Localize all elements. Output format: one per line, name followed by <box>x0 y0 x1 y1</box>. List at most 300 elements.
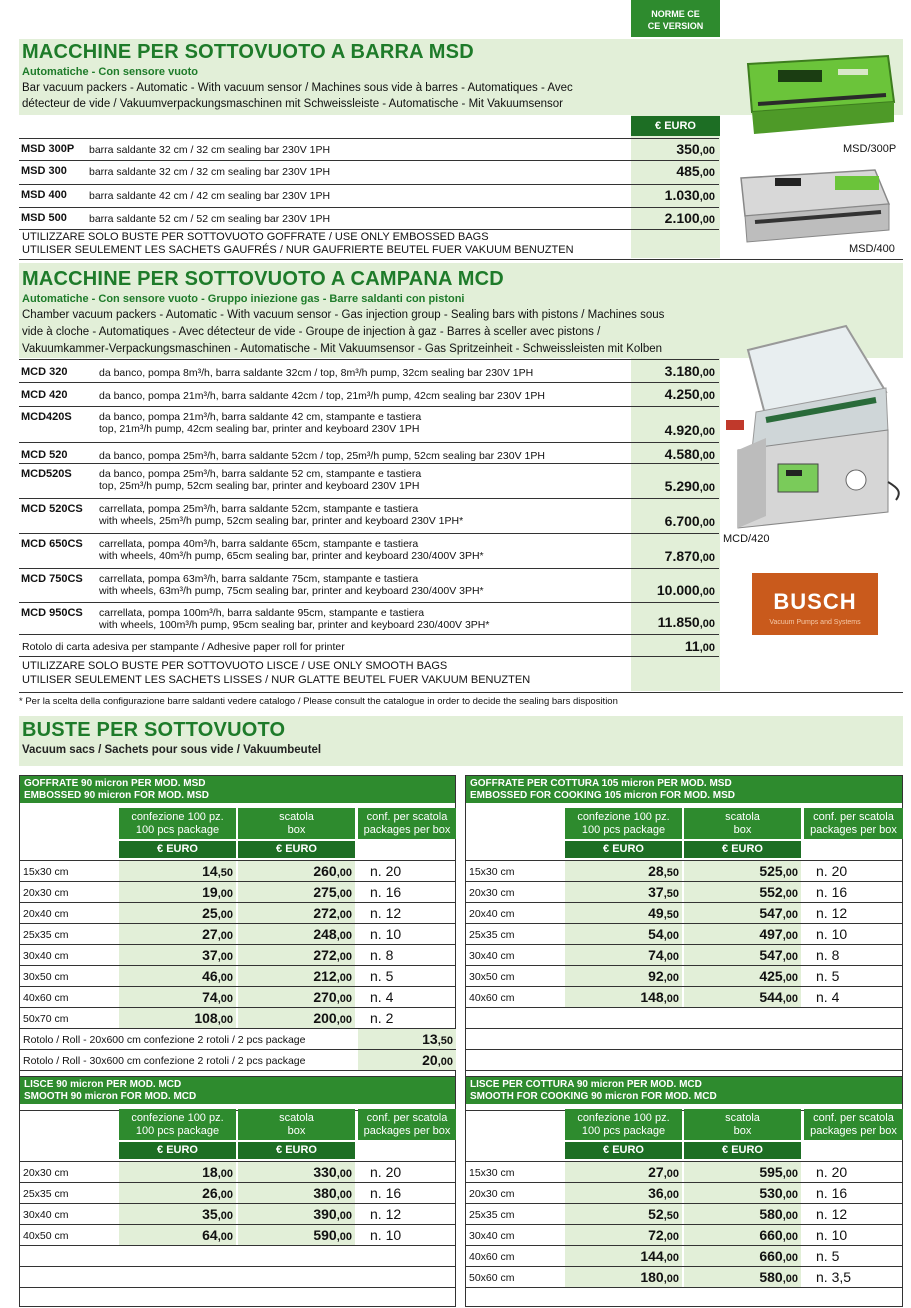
bag-price-box-cents: ,00 <box>336 1168 352 1180</box>
bag-price-package <box>565 966 682 986</box>
bag-price-box-int: 525 <box>759 863 783 879</box>
mcd-row-price-int: 10.000 <box>656 582 700 598</box>
bag-size: 20x30 cm <box>23 1167 69 1179</box>
bag-price-box-int: 580 <box>759 1206 783 1222</box>
bag-table-title-2: EMBOSSED FOR COOKING 105 micron FOR MOD. MSD <box>470 790 736 801</box>
mcd-420-image <box>726 322 904 532</box>
msd-row-price-cents: ,00 <box>699 191 715 203</box>
bag-row <box>20 1007 455 1028</box>
busch-logo-text: BUSCH <box>773 589 857 614</box>
bag-price-package-cents: ,00 <box>663 1273 679 1285</box>
buste-subtitle: Vacuum sacs / Sachets pour sous vide / Vakuumbeutel <box>22 744 322 756</box>
col-header-box-2: box <box>287 824 306 836</box>
mcd-row-price <box>665 363 715 379</box>
bag-row <box>466 1224 902 1245</box>
bag-price-box-int: 330 <box>313 1164 337 1180</box>
bag-price-box-int: 497 <box>759 926 783 942</box>
bag-packages-per-box: n. 16 <box>816 884 848 900</box>
bag-price-package <box>119 1183 236 1203</box>
mcd-row-text <box>99 607 489 631</box>
bag-price-box-int: 660 <box>759 1248 783 1264</box>
col-header-box <box>238 808 355 839</box>
mcd-row-price-int: 4.580 <box>664 446 700 462</box>
mcd-row-price-int: 6.700 <box>664 513 700 529</box>
busch-logo <box>752 573 878 635</box>
mcd-row-text <box>99 450 545 462</box>
bag-price-package <box>565 903 682 923</box>
bag-price-package-int: 54 <box>648 926 664 942</box>
col-header-per-box-1: conf. per scatola <box>813 1112 894 1124</box>
mcd-row <box>19 463 719 498</box>
msd-row-code: MSD 300 <box>21 165 67 177</box>
msd-row-price <box>665 187 715 203</box>
bag-price-package-cents: ,00 <box>663 1231 679 1243</box>
bag-price-package-cents: ,00 <box>217 1014 233 1026</box>
roll-price-int: 13 <box>422 1031 438 1047</box>
bag-price-box-cents: ,00 <box>336 951 352 963</box>
euro-header-package: € EURO <box>565 841 682 858</box>
bag-table-title-1: GOFFRATE PER COTTURA 105 micron PER MOD. MSD <box>470 778 732 789</box>
bag-price-package-int: 72 <box>648 1227 664 1243</box>
bag-price-package-int: 35 <box>202 1206 218 1222</box>
bag-price-box-cents: ,00 <box>782 930 798 942</box>
bag-packages-per-box: n. 2 <box>370 1010 394 1026</box>
bag-price-package <box>119 987 236 1007</box>
mcd-roll-row <box>19 634 719 656</box>
col-header-per-box-1: conf. per scatola <box>366 1112 448 1124</box>
empty-row <box>20 1245 455 1266</box>
bag-row <box>466 902 902 923</box>
mcd-row <box>19 406 719 442</box>
mcd-title: MACCHINE PER SOTTOVUOTO A CAMPANA MCD <box>22 268 504 290</box>
bag-row <box>20 881 455 902</box>
bag-size: 20x30 cm <box>23 887 69 899</box>
col-header-box <box>684 808 801 839</box>
norme-line2: CE VERSION <box>647 21 704 31</box>
mcd-row-code: MCD 950CS <box>21 607 83 619</box>
mcd-row-price-cents: ,00 <box>699 426 715 438</box>
roll-text: Rotolo / Roll - 30x600 cm confezione 2 rotoli / 2 pcs package <box>23 1055 306 1067</box>
bag-size: 30x40 cm <box>23 950 69 962</box>
euro-header-package: € EURO <box>119 1142 236 1159</box>
mcd-row-price <box>657 582 715 598</box>
col-header-box-1: scatola <box>279 1112 314 1124</box>
bag-size: 30x50 cm <box>469 971 515 983</box>
mcd-row-text-line1: carrellata, pompa 100m³/h, barra saldante 95cm, stampante e tastiera <box>99 607 425 619</box>
bag-price-package-int: 74 <box>202 989 218 1005</box>
bag-table <box>19 1076 456 1307</box>
bag-price-package-cents: ,00 <box>663 930 679 942</box>
mcd-row-price-int: 3.180 <box>664 363 700 379</box>
bag-row <box>466 1161 902 1182</box>
bag-price-box-cents: ,00 <box>782 867 798 879</box>
bag-price-box-int: 380 <box>313 1185 337 1201</box>
bag-price-box <box>684 1183 801 1203</box>
bag-size: 50x70 cm <box>23 1013 69 1025</box>
col-header-package-2: 100 pcs package <box>581 824 666 836</box>
bag-price-box-cents: ,00 <box>336 1014 352 1026</box>
msd-row-price <box>665 210 715 226</box>
mcd-note-1: UTILIZZARE SOLO BUSTE PER SOTTOVUOTO LISCE / USE ONLY SMOOTH BAGS <box>22 660 448 672</box>
bag-row <box>20 1182 455 1203</box>
mcd-row-price <box>665 446 715 462</box>
bag-price-package <box>119 1008 236 1028</box>
bag-price-package-cents: ,00 <box>663 993 679 1005</box>
col-header-box-1: scatola <box>725 811 760 823</box>
bag-table-title-1: LISCE 90 micron PER MOD. MCD <box>24 1079 182 1090</box>
mcd-subtitle: Automatiche - Con sensore vuoto - Gruppo iniezione gas - Barre saldanti con pistoni <box>22 293 465 305</box>
bag-price-package-cents: ,50 <box>663 867 679 879</box>
col-header-package-1: confezione 100 pz. <box>131 1112 224 1124</box>
bag-price-box <box>684 1162 801 1182</box>
msd-row-text: barra saldante 32 cm / 32 cm sealing bar 230V 1PH <box>89 166 331 178</box>
bag-price-package-cents: ,00 <box>663 1189 679 1201</box>
bag-price-box-cents: ,00 <box>782 972 798 984</box>
empty-row <box>20 1287 455 1308</box>
bag-table-title-2: SMOOTH 90 micron FOR MOD. MCD <box>24 1091 197 1102</box>
bag-price-box-cents: ,00 <box>336 1189 352 1201</box>
mcd-row-price-int: 11.850 <box>657 614 700 630</box>
mcd-row-text <box>99 538 484 562</box>
bag-price-package-cents: ,50 <box>663 888 679 900</box>
bag-price-box <box>238 1183 355 1203</box>
bag-price-box-int: 660 <box>759 1227 783 1243</box>
msd-subtitle: Automatiche - Con sensore vuoto <box>22 66 199 78</box>
bag-price-package <box>565 1246 682 1266</box>
bag-row <box>466 881 902 902</box>
bag-price-box-cents: ,00 <box>336 972 352 984</box>
bag-packages-per-box: n. 5 <box>816 968 840 984</box>
col-header-per-box-2: packages per box <box>810 1125 897 1137</box>
col-header-package <box>565 1109 682 1140</box>
mcd-row-text-line2: with wheels, 63m³/h pump, 75cm sealing bar, printer and keyboard 230/400V 3PH* <box>99 585 484 597</box>
bag-price-package-int: 19 <box>202 884 218 900</box>
bag-price-box-int: 547 <box>759 905 783 921</box>
mcd-row-text-line2: top, 21m³/h pump, 42cm sealing bar, printer and keyboard 230V 1PH <box>99 423 420 435</box>
bag-table-title-2: SMOOTH FOR COOKING 90 micron FOR MOD. MCD <box>470 1091 717 1102</box>
bag-price-box <box>684 882 801 902</box>
bag-price-package-cents: ,00 <box>663 972 679 984</box>
roll-row <box>20 1028 455 1049</box>
mcd-row-price <box>665 478 715 494</box>
bag-price-box <box>238 924 355 944</box>
bag-price-package <box>565 861 682 881</box>
empty-row <box>466 1287 902 1308</box>
msd-note-1: UTILIZZARE SOLO BUSTE PER SOTTOVUOTO GOFFRATE / USE ONLY EMBOSSED BAGS <box>22 231 489 243</box>
bag-price-box-int: 590 <box>313 1227 337 1243</box>
bag-table-title-1: GOFFRATE 90 micron PER MOD. MSD <box>24 778 206 789</box>
col-header-per-box-2: packages per box <box>363 824 451 836</box>
bag-size: 20x30 cm <box>469 887 515 899</box>
bag-price-box <box>684 861 801 881</box>
bag-price-package-cents: ,00 <box>217 951 233 963</box>
col-header-box-1: scatola <box>725 1112 760 1124</box>
mcd-desc-3: Vakuumkammer-Verpackungsmaschinen - Automatische - Mit Vakuumsensor - Gas Spritzeinheit - Schweissleisten mit Kolben <box>22 343 663 355</box>
bag-table-header <box>466 1077 902 1104</box>
bag-price-box-int: 580 <box>759 1269 783 1285</box>
bag-price-package <box>119 945 236 965</box>
msd-row-price-int: 350 <box>676 141 700 157</box>
bag-price-package-int: 74 <box>648 947 664 963</box>
empty-row <box>20 1266 455 1287</box>
euro-header-package: € EURO <box>119 841 236 858</box>
bag-table-title-2: EMBOSSED 90 micron FOR MOD. MSD <box>24 790 210 801</box>
bag-price-package-int: 14 <box>202 863 218 879</box>
bag-price-package-cents: ,00 <box>663 1252 679 1264</box>
bag-price-package <box>565 1225 682 1245</box>
bag-price-package-cents: ,00 <box>217 1210 233 1222</box>
bag-price-package-cents: ,00 <box>217 1231 233 1243</box>
msd-400-label: MSD/400 <box>849 243 895 255</box>
col-header-box <box>684 1109 801 1140</box>
euro-header-box: € EURO <box>238 841 355 858</box>
bag-packages-per-box: n. 12 <box>370 905 402 921</box>
mcd-row-text-line1: da banco, pompa 25m³/h, barra saldante 52 cm, stampante e tastiera <box>99 468 422 480</box>
bag-price-box <box>238 945 355 965</box>
bag-packages-per-box: n. 10 <box>370 926 402 942</box>
mcd-row-code: MCD420S <box>21 411 72 423</box>
roll-text: Rotolo / Roll - 20x600 cm confezione 2 rotoli / 2 pcs package <box>23 1034 306 1046</box>
msd-row-price-int: 485 <box>676 163 700 179</box>
msd-row-text: barra saldante 52 cm / 52 cm sealing bar 230V 1PH <box>89 213 331 225</box>
bag-table-title-1: LISCE PER COTTURA 90 micron PER MOD. MCD <box>470 1079 702 1090</box>
bag-price-package-cents: ,00 <box>663 1168 679 1180</box>
col-header-package <box>119 808 236 839</box>
bag-price-box-cents: ,00 <box>782 909 798 921</box>
bag-price-package-int: 148 <box>640 989 664 1005</box>
mcd-row-price-cents: ,00 <box>699 450 715 462</box>
euro-header-box: € EURO <box>238 1142 355 1159</box>
bag-row <box>20 923 455 944</box>
busch-logo-sub: Vacuum Pumps and Systems <box>769 619 861 626</box>
bag-row <box>20 902 455 923</box>
bag-table-header <box>466 776 902 803</box>
col-header-package <box>565 808 682 839</box>
bag-price-box <box>684 945 801 965</box>
mcd-row-text-line1: da banco, pompa 8m³/h, barra saldante 32cm / top, 8m³/h pump, 32cm sealing bar 230V 1PH <box>99 367 534 379</box>
mcd-row-price-cents: ,00 <box>699 552 715 564</box>
bag-price-box-cents: ,00 <box>782 993 798 1005</box>
msd-row <box>19 138 719 160</box>
mcd-roll-price-cents: ,00 <box>699 642 715 654</box>
bag-price-package-cents: ,00 <box>217 909 233 921</box>
mcd-row-price-int: 4.250 <box>664 386 700 402</box>
bag-price-package-cents: ,00 <box>663 951 679 963</box>
bag-price-package-int: 144 <box>640 1248 664 1264</box>
col-header-per-box-2: packages per box <box>810 824 897 836</box>
bag-price-package-int: 37 <box>202 947 218 963</box>
col-header-box-1: scatola <box>279 811 314 823</box>
bag-price-box-int: 530 <box>759 1185 783 1201</box>
bag-price-package <box>565 1162 682 1182</box>
euro-header-box: € EURO <box>684 841 801 858</box>
mcd-row-price <box>665 513 715 529</box>
col-header-package-1: confezione 100 pz. <box>131 811 224 823</box>
mcd-row-code: MCD 650CS <box>21 538 83 550</box>
roll-price <box>358 1029 456 1049</box>
bag-price-box <box>684 1225 801 1245</box>
bag-packages-per-box: n. 16 <box>816 1185 848 1201</box>
mcd-row <box>19 533 719 568</box>
bag-price-package-cents: ,00 <box>217 888 233 900</box>
msd-row-price-int: 1.030 <box>664 187 700 203</box>
col-header-package-1: confezione 100 pz. <box>577 1112 670 1124</box>
msd-row-price-cents: ,00 <box>699 145 715 157</box>
bag-price-box-int: 595 <box>759 1164 783 1180</box>
mcd-row <box>19 568 719 602</box>
mcd-row-code: MCD 520CS <box>21 503 83 515</box>
bag-packages-per-box: n. 8 <box>370 947 394 963</box>
col-header-per-box-1: conf. per scatola <box>813 811 894 823</box>
bag-price-package-cents: ,50 <box>663 909 679 921</box>
bag-packages-per-box: n. 10 <box>816 1227 848 1243</box>
bag-price-box-cents: ,00 <box>782 888 798 900</box>
mcd-row-text <box>99 367 533 379</box>
msd-section-bottom <box>19 259 903 260</box>
bag-price-package <box>565 987 682 1007</box>
bag-price-box-int: 547 <box>759 947 783 963</box>
bag-row <box>20 860 455 881</box>
bag-price-box <box>684 1246 801 1266</box>
mcd-note-divider <box>19 656 719 657</box>
mcd-roll-text: Rotolo di carta adesiva per stampante / Adhesive paper roll for printer <box>22 641 345 653</box>
bag-price-box-int: 272 <box>313 905 337 921</box>
msd-300p-label: MSD/300P <box>843 143 897 155</box>
bag-table <box>465 1076 903 1307</box>
bag-packages-per-box: n. 20 <box>370 1164 402 1180</box>
bag-row <box>466 1203 902 1224</box>
mcd-roll-price-int: 11 <box>684 638 700 654</box>
bag-price-box-int: 270 <box>313 989 337 1005</box>
bag-size: 25x35 cm <box>469 929 515 941</box>
col-header-box-2: box <box>733 1125 752 1137</box>
bag-price-package-int: 27 <box>648 1164 664 1180</box>
bag-price-box-cents: ,00 <box>782 1168 798 1180</box>
bag-price-package-int: 37 <box>648 884 664 900</box>
bag-price-package <box>119 882 236 902</box>
bag-size: 20x40 cm <box>23 908 69 920</box>
mcd-row-price-cents: ,00 <box>699 586 715 598</box>
bag-size: 30x40 cm <box>469 950 515 962</box>
bag-price-package <box>119 966 236 986</box>
mcd-row-text-line1: da banco, pompa 25m³/h, barra saldante 52cm / top, 25m³/h pump, 52cm sealing bar 230V 1PH <box>99 450 545 462</box>
bag-price-box <box>684 1204 801 1224</box>
bag-price-box-int: 390 <box>313 1206 337 1222</box>
msd-row <box>19 160 719 184</box>
bag-price-box <box>238 1008 355 1028</box>
bag-price-box <box>238 987 355 1007</box>
mcd-row-price <box>665 548 715 564</box>
bag-packages-per-box: n. 12 <box>370 1206 402 1222</box>
msd-row-code: MSD 300P <box>21 143 75 155</box>
msd-row-price <box>676 141 715 157</box>
col-header-package-2: 100 pcs package <box>135 824 220 836</box>
bag-price-box-int: 212 <box>313 968 337 984</box>
msd-row-price-int: 2.100 <box>664 210 700 226</box>
mcd-row-text <box>99 573 484 597</box>
bag-size: 25x35 cm <box>469 1209 515 1221</box>
bag-size: 30x40 cm <box>469 1230 515 1242</box>
col-header-per-box <box>804 808 903 839</box>
bag-row <box>20 1161 455 1182</box>
bag-price-box-cents: ,00 <box>336 909 352 921</box>
empty-row <box>466 1049 902 1070</box>
bag-packages-per-box: n. 16 <box>370 1185 402 1201</box>
bag-price-box-cents: ,00 <box>336 1231 352 1243</box>
bag-price-box-int: 200 <box>313 1010 337 1026</box>
bag-row <box>466 860 902 881</box>
msd-400-image <box>735 164 895 244</box>
col-header-package-2: 100 pcs package <box>581 1125 666 1137</box>
mcd-note-2: UTILISER SEULEMENT LES SACHETS LISSES / NUR GLATTE BEUTEL FUER VAKUUM BENUZTEN <box>22 674 531 686</box>
mcd-row-text-line2: with wheels, 100m³/h pump, 95cm sealing bar, printer and keyboard 230/400V 3PH* <box>99 619 490 631</box>
mcd-row-price-cents: ,00 <box>699 390 715 402</box>
bag-price-package-cents: ,00 <box>217 1168 233 1180</box>
mcd-row-code: MCD 320 <box>21 366 68 378</box>
msd-row-price-cents: ,00 <box>699 214 715 226</box>
bag-price-box <box>684 1267 801 1287</box>
msd-row-code: MSD 400 <box>21 189 67 201</box>
bag-price-package-int: 64 <box>202 1227 218 1243</box>
bag-price-package-int: 49 <box>648 905 664 921</box>
mcd-row-text-line1: carrellata, pompa 25m³/h, barra saldante 52cm, stampante e tastiera <box>99 503 419 515</box>
mcd-row-text <box>99 503 463 527</box>
bag-packages-per-box: n. 4 <box>370 989 394 1005</box>
bag-price-box <box>238 966 355 986</box>
bag-price-box-cents: ,00 <box>336 888 352 900</box>
mcd-row-text <box>99 468 421 492</box>
buste-title: BUSTE PER SOTTOVUOTO <box>22 719 286 741</box>
mcd-row-code: MCD520S <box>21 468 72 480</box>
bag-size: 40x60 cm <box>469 992 515 1004</box>
bag-price-package-int: 27 <box>202 926 218 942</box>
mcd-row-price-cents: ,00 <box>699 517 715 529</box>
bag-price-package <box>119 1225 236 1245</box>
mcd-row <box>19 602 719 634</box>
msd-note-2: UTILISER SEULEMENT LES SACHETS GAUFRÉS / NUR GAUFRIERTE BEUTEL FUER VAKUUM BENUZTEN <box>22 244 574 256</box>
bag-price-package <box>565 882 682 902</box>
col-header-package-2: 100 pcs package <box>135 1125 220 1137</box>
bag-price-box <box>684 903 801 923</box>
bag-size: 40x60 cm <box>469 1251 515 1263</box>
bag-price-package-cents: ,00 <box>217 930 233 942</box>
msd-row-price <box>676 163 715 179</box>
bag-price-package-int: 25 <box>202 905 218 921</box>
bag-row <box>466 944 902 965</box>
col-header-per-box-2: packages per box <box>363 1125 451 1137</box>
bag-price-package-int: 92 <box>648 968 664 984</box>
mcd-row-price-cents: ,00 <box>699 367 715 379</box>
mcd-row-price-cents: ,00 <box>699 482 715 494</box>
roll-price-cents: ,00 <box>437 1056 453 1068</box>
bag-size: 20x40 cm <box>469 908 515 920</box>
msd-row-price-cents: ,00 <box>699 167 715 179</box>
bag-packages-per-box: n. 20 <box>370 863 402 879</box>
bag-price-box <box>238 1162 355 1182</box>
mcd-desc-1: Chamber vacuum packers - Automatic - With vacuum sensor - Gas injection group - Sealing bars with pistons / Machines sous <box>22 309 665 321</box>
msd-note-divider <box>19 229 719 230</box>
bag-size: 30x40 cm <box>23 1209 69 1221</box>
bag-price-package-cents: ,00 <box>217 993 233 1005</box>
bag-size: 20x30 cm <box>469 1188 515 1200</box>
bag-price-box <box>684 966 801 986</box>
msd-300p-image <box>738 42 900 142</box>
msd-row-text: barra saldante 32 cm / 32 cm sealing bar 230V 1PH <box>89 144 331 156</box>
mcd-row <box>19 359 719 382</box>
bag-price-box <box>238 1204 355 1224</box>
bag-price-box-int: 275 <box>313 884 337 900</box>
bag-price-package <box>565 1183 682 1203</box>
